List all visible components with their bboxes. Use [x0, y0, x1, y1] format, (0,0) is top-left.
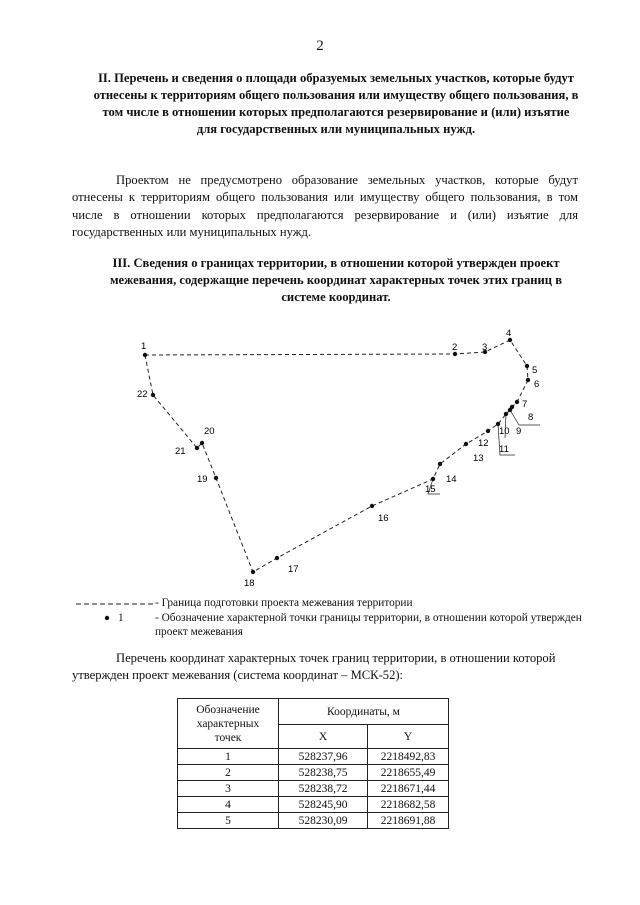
point-label-16: 16 — [378, 513, 389, 524]
point-label-7: 7 — [522, 399, 528, 410]
boundary-point-5 — [525, 364, 529, 368]
y-cell: 2218655,49 — [368, 765, 449, 781]
y-cell: 2218691,88 — [368, 813, 449, 829]
y-header: Y — [368, 725, 449, 749]
point-label-6: 6 — [534, 379, 540, 390]
boundary-point-7 — [515, 400, 519, 404]
page-number: 2 — [316, 38, 324, 54]
coordinates-header: Координаты, м — [279, 699, 449, 725]
point-label-22: 22 — [137, 389, 148, 400]
boundary-point-21 — [195, 446, 199, 450]
point-cell: 3 — [178, 781, 279, 797]
point-label-21: 21 — [175, 446, 186, 457]
coordinates-table — [177, 698, 449, 829]
boundary-point-10 — [504, 412, 508, 416]
x-cell: 528245,90 — [279, 797, 368, 813]
point-label-2: 2 — [452, 342, 458, 353]
point-label-19: 19 — [197, 474, 208, 485]
boundary-point-9 — [508, 408, 512, 412]
legend-dashed-line — [76, 602, 154, 606]
x-cell: 528237,96 — [279, 749, 368, 765]
boundary-point-15 — [431, 477, 435, 481]
boundary-point-17 — [275, 556, 279, 560]
point-cell: 4 — [178, 797, 279, 813]
legend-line-row — [0, 596, 640, 612]
legend-point-text: - Обозначение характерной точки границы территории, в отношении которой утвержден проект межевания — [155, 612, 582, 638]
point-label-10: 10 — [499, 426, 510, 437]
boundary-point-16 — [370, 504, 374, 508]
boundary-point-12 — [486, 429, 490, 433]
coords-intro-paragraph: Перечень координат характерных точек границ территории, в отношении которой утвержден проект межевания (система координат – МСК-52): — [72, 651, 556, 683]
point-label-14: 14 — [446, 474, 457, 485]
point-cell: 1 — [178, 749, 279, 765]
legend-point-row — [0, 611, 640, 641]
point-label-20: 20 — [204, 426, 215, 437]
point-label-12: 12 — [478, 438, 489, 449]
leader-line — [510, 410, 540, 425]
x-header: X — [279, 725, 368, 749]
boundary-point-14 — [438, 462, 442, 466]
x-cell: 528238,72 — [279, 781, 368, 797]
point-label-8: 8 — [528, 412, 534, 423]
point-label-1: 1 — [141, 341, 147, 352]
table-row — [178, 813, 449, 829]
point-cell: 2 — [178, 765, 279, 781]
boundary-point-20 — [200, 441, 204, 445]
legend-point-marker — [103, 614, 111, 622]
point-label-4: 4 — [506, 328, 512, 339]
x-cell: 528238,75 — [279, 765, 368, 781]
point-label-18: 18 — [244, 578, 255, 589]
point-label-11: 11 — [499, 444, 509, 455]
boundary-point-13 — [464, 442, 468, 446]
y-cell: 2218682,58 — [368, 797, 449, 813]
point-label-15: 15 — [425, 484, 436, 495]
point-label-17: 17 — [288, 564, 299, 575]
boundary-point-22 — [151, 393, 155, 397]
point-label-5: 5 — [532, 365, 538, 376]
table-row — [178, 797, 449, 813]
boundary-point-18 — [251, 570, 255, 574]
boundary-point-11 — [496, 422, 500, 426]
point-label-9: 9 — [516, 426, 522, 437]
legend-line-text: - Граница подготовки проекта межевания территории — [155, 597, 413, 609]
point-label-13: 13 — [473, 453, 484, 464]
boundary-point-19 — [214, 476, 218, 480]
table-row — [178, 749, 449, 765]
boundary-point-6 — [526, 378, 530, 382]
section-2-paragraph: Проектом не предусмотрено образование земельных участков, которые будут отнесены к территориям общего пользования или имуществу общего пользования, в том числе в отношении которых предполагаются резервирование и (или) изъятие для государственных или муниципальных нужд. — [72, 173, 578, 239]
boundary-point-1 — [143, 353, 147, 357]
legend-point-sample: 1 — [118, 612, 124, 624]
table-row — [178, 781, 449, 797]
table-row — [178, 765, 449, 781]
point-cell: 5 — [178, 813, 279, 829]
section-3-heading: III. Сведения о границах территории, в отношении которой утвержден проект межевания, содержащие перечень координат характерных точек этих границ в системе координат. — [109, 256, 563, 304]
point-column-header: Обозначение характерных точек — [178, 699, 279, 749]
y-cell: 2218671,44 — [368, 781, 449, 797]
x-cell: 528230,09 — [279, 813, 368, 829]
y-cell: 2218492,83 — [368, 749, 449, 765]
section-2-heading: II. Перечень и сведения о площади образуемых земельных участков, которые будут отнесены к территориям общего пользования или имуществу общего пользования, в том числе в отношении которых предполагаются резервирование и (или) изъятие для государственных или муниципальных нужд. — [93, 71, 579, 136]
point-label-3: 3 — [482, 342, 488, 353]
boundary-line — [145, 340, 528, 572]
